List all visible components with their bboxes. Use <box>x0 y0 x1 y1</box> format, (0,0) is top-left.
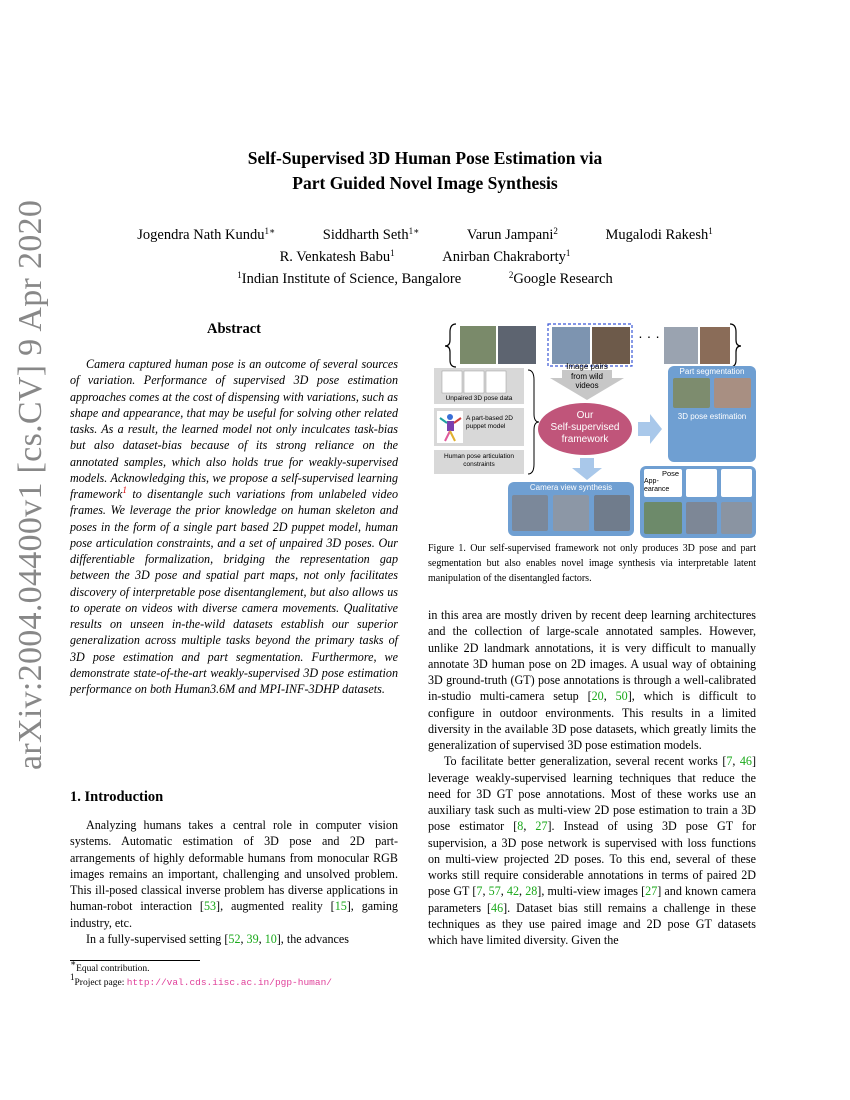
citation-link[interactable]: 50 <box>615 689 628 704</box>
arxiv-stamp: arXiv:2004.04400v1 [cs.CV] 9 Apr 2020 <box>12 199 49 770</box>
synth-view-thumbnail <box>512 495 548 531</box>
author: Jogendra Nath Kundu$^{1∗}$ <box>137 226 276 243</box>
title-line-2: Part Guided Novel Image Synthesis <box>292 173 558 193</box>
citation-link[interactable]: 7 <box>476 884 483 899</box>
paper-title <box>0 146 850 196</box>
video-frame-thumbnail <box>592 327 630 364</box>
authors-row-1 <box>0 224 850 246</box>
authors-row-2 <box>0 246 850 268</box>
footnote-equal: ∗Equal contribution. <box>70 958 150 974</box>
author: Varun Jampani$^2$ <box>466 226 558 243</box>
citation-link[interactable]: 27 <box>645 884 658 899</box>
citation-link[interactable]: 39 <box>246 931 259 946</box>
part-segmentation-title: Part segmentation <box>679 367 745 376</box>
affiliations <box>0 268 850 290</box>
author: Siddharth Seth$^{1∗}$ <box>322 226 420 243</box>
citation-link[interactable]: 28 <box>525 884 538 899</box>
footnote-project: $^1$Project page: http://val.cds.iisc.ac.in/pgp-human/ <box>70 972 332 988</box>
puppet-label: A part-based 2D puppet model <box>466 415 513 430</box>
citation-link[interactable]: 10 <box>264 931 277 946</box>
figure-1 <box>428 318 758 538</box>
affiliation: $^2$Google Research <box>508 270 613 287</box>
author-block <box>0 224 850 290</box>
citation-link[interactable]: 27 <box>535 819 548 834</box>
author: Mugalodi Rakesh$^1$ <box>605 226 713 243</box>
camera-view-panel <box>508 482 634 536</box>
segmentation-thumbnail <box>714 378 751 408</box>
framework-bubble: Our Self-supervised framework <box>538 403 632 455</box>
abstract-heading: Abstract <box>207 321 261 337</box>
video-frame-thumbnail <box>498 326 536 364</box>
pose-appearance-legend: Pose App- earance <box>644 469 682 497</box>
sequence-ellipsis: · · · <box>638 328 660 344</box>
video-frame-thumbnail <box>552 327 590 364</box>
segmentation-thumbnail <box>673 378 710 408</box>
synth-view-thumbnail <box>553 495 589 531</box>
appearance-thumbnail <box>644 502 682 534</box>
video-frame-thumbnail <box>460 326 496 364</box>
camera-view-title: Camera view synthesis <box>529 483 613 492</box>
citation-link[interactable]: 46 <box>739 754 752 769</box>
pose-thumbnail <box>721 469 752 497</box>
right-arrow-icon <box>638 414 662 444</box>
unpaired-pose-label: Unpaired 3D pose data <box>434 395 524 403</box>
right-brace-icon <box>730 324 741 367</box>
image-pairs-label: Image pairs from wild videos <box>566 362 608 390</box>
video-frame-thumbnail <box>700 327 730 364</box>
synth-view-thumbnail <box>594 495 630 531</box>
citation-link[interactable]: 15 <box>334 899 347 914</box>
citation-link[interactable]: 7 <box>726 754 733 769</box>
abstract-body: Camera captured human pose is an outcome of several sources of variation. Performance of supervised 3D pose estimation approaches comes at the cost of dispensing with variations, such as shape and appearance, that may be useful for solving other related tasks. As a result, the learned model not only inculcates task-bias but also dataset-bias because of its strong reliance on the annotated samples, which also holds true for weakly-supervised models. Acknowledging this, we propose a self-supervised learning framework$^1$ to disentangle such variations from unlabeled video frames. We leverage the prior knowledge on human skeleton and poses in the form of a single part based 2D puppet model, human pose articulation constraints, and a set of unpaired 3D poses. Our differentiable formalization, bridging the representation gap between the 3D pose and spatial part maps, not only facilitates discovery of interpretable pose disentanglement, but also allows us to operate on videos with diverse camera movements. Qualitative results on unseen in-the-wild datasets establish our superior generalization across multiple tasks beyond the primary tasks of 3D pose estimation and part segmentation. Furthermore, we demonstrate state-of-the-art weakly-supervised 3D pose estimation performance on both Human3.6M and MPI-INF-3DHP datasets. <box>70 357 398 696</box>
synth-thumbnail <box>721 502 752 534</box>
citation-link[interactable]: 8 <box>517 819 524 834</box>
footnote-rule <box>70 960 200 961</box>
down-arrow-icon <box>572 458 602 480</box>
paragraph: In a fully-supervised setting [52, 39, 10], the advances <box>86 931 349 946</box>
citation-link[interactable]: 46 <box>491 900 504 915</box>
figure-caption: Figure 1. Our self-supervised framework not only produces 3D pose and part segmentation but also enables novel image synthesis via interpretable latent manipulation of the disentangled factors. <box>428 543 756 584</box>
constraints-label: Human pose articulation constraints <box>443 453 515 468</box>
citation-link[interactable]: 57 <box>488 884 501 899</box>
affiliation: $^1$Indian Institute of Science, Bangalore <box>237 270 462 287</box>
title-line-1: Self-Supervised 3D Human Pose Estimation via <box>247 148 603 168</box>
left-brace-icon <box>445 324 456 367</box>
section-heading: 1. Introduction <box>70 789 164 805</box>
project-url-link[interactable]: http://val.cds.iisc.ac.in/pgp-human/ <box>126 977 332 988</box>
pose-estimation-title: 3D pose estimation <box>677 412 747 421</box>
pose-thumbnail <box>686 469 717 497</box>
paragraph: Analyzing humans takes a central role in computer vision systems. Automatic estimation of 3D pose and 2D part-arrangements of highly deformable humans from monocular RGB images remains an important, challenging and unsolved problem. This ill-posed classical inverse problem has diverse applications in human-robot interaction [53], augmented reality [15], gaming industry, etc. <box>70 818 398 930</box>
video-frame-thumbnail <box>664 327 698 364</box>
synth-thumbnail <box>686 502 717 534</box>
paragraph: in this area are mostly driven by recent deep learning architectures and the collection of large-scale annotated samples. However, unlike 2D landmark annotations, it is very difficult to manually annotate 3D human pose on 2D images. A usual way of obtaining 3D ground-truth (GT) pose annotations is through a well-calibrated in-studio multi-camera setup [20, 50], which is difficult to configure in outdoor environments. This results in a limited diversity in the available 3D pose datasets, which greatly limits the generalization of supervised 3D pose estimation models. <box>428 608 756 752</box>
citation-link[interactable]: 53 <box>203 899 217 914</box>
output-panel <box>668 366 756 462</box>
author: Anirban Chakraborty$^1$ <box>442 248 571 265</box>
intro-body <box>70 817 398 947</box>
citation-link[interactable]: 42 <box>506 884 520 899</box>
footnotes <box>70 958 332 990</box>
author: R. Venkatesh Babu$^1$ <box>279 248 395 265</box>
citation-link[interactable]: 20 <box>591 689 604 704</box>
paragraph: To facilitate better generalization, several recent works [7, 46] leverage weakly-supervised learning techniques that reduce the need for 3D GT pose annotations. Most of these works use an auxiliary task such as multi-view 2D pose estimation to train a 3D pose estimator [8, 27]. Instead of using 3D pose GT for supervision, a 3D pose network is supervised with loss functions on multi-view projected 2D poses. To this end, several of these works still require considerable annotations in terms of paired 2D pose GT [7, 57, 42, 28], multi-view images [27] and known camera parameters [46]. Dataset bias still remains a challenge in these techniques as they use paired image and 2D pose GT datasets which have limited diversity. Given the <box>428 754 757 947</box>
right-column-body <box>428 607 756 948</box>
citation-link[interactable]: 52 <box>228 931 241 946</box>
footnote-link[interactable]: 1 <box>122 485 127 495</box>
pose-appearance-panel <box>640 466 756 538</box>
